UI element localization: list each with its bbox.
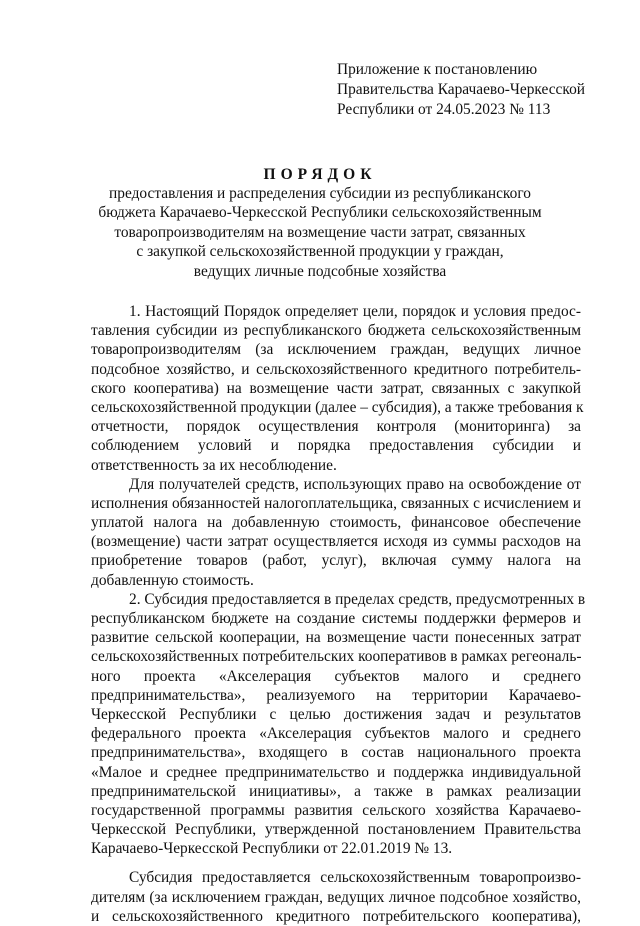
text-line: дителям (за исключением граждан, ведущих личное подсобное хозяйство,: [91, 888, 581, 906]
text-line: добавленную стоимость.: [91, 571, 254, 589]
subtitle-line: ведущих личные подсобные хозяйства: [193, 262, 447, 280]
document-subtitle: [0, 184, 640, 281]
attachment-line: Республики от 24.05.2023 № 113: [337, 101, 551, 118]
text-line: приобретение товаров (работ, услуг), включая сумму налога на: [91, 552, 581, 570]
text-line: «Малое и среднее предпринимательство и поддержка индивидуальной: [91, 763, 581, 781]
attachment-note: [337, 60, 585, 120]
document-title: ПОРЯДОК: [263, 166, 377, 183]
text-line: Черкесской Республики с целью достижения задач и результатов: [91, 705, 581, 723]
text-line: товаропроизводителям (за исключением граждан, ведущих личное: [91, 341, 581, 359]
text-line: сельскохозяйственной продукции (далее – субсидия), а также требования к: [91, 398, 584, 416]
document-body: [91, 302, 586, 926]
text-line: Карачаево-Черкесской Республики от 22.01.2019 № 13.: [91, 840, 453, 858]
text-line: Субсидия предоставляется сельскохозяйственным товаропроизво-: [129, 869, 581, 887]
text-line: и сельскохозяйственного кредитного потребительского кооператива),: [91, 907, 581, 925]
attachment-line: Правительства Карачаево-Черкесской: [337, 81, 586, 98]
text-line: исполнения обязанностей налогоплательщика, связанных с исчислением и: [91, 494, 581, 512]
subtitle-line: предоставления и распределения субсидии из республиканского: [109, 185, 531, 202]
text-line: федерального проекта «Акселерация субъектов малого и среднего: [91, 725, 581, 743]
text-line: Для получателей средств, использующих право на освобождение от: [129, 475, 581, 493]
text-line: уплатой налога на добавленную стоимость, финансовое обеспечение: [91, 514, 581, 532]
text-line: сельскохозяйственных потребительских кооперативов в рамках регеональ-: [91, 648, 582, 666]
text-line: соблюдением условий и порядка предоставления субсидии и: [91, 437, 581, 455]
text-line: предпринимательской инициативы», а также в рамках реализации: [91, 782, 581, 800]
text-line: государственной программы развития сельского хозяйства Карачаево-: [91, 801, 581, 819]
text-line: отчетности, порядок осуществления контроля (мониторинга) за: [91, 418, 581, 436]
subtitle-line: товаропроизводителям на возмещение части затрат, связанных: [114, 223, 526, 241]
text-line: 2. Субсидия предоставляется в пределах средств, предусмотренных в: [129, 590, 586, 608]
text-line: тавления субсидии из республиканского бюджета сельскохозяйственным: [91, 322, 581, 340]
subtitle-line: бюджета Карачаево-Черкесской Республики сельскохозяйственным: [98, 204, 542, 222]
text-line: (возмещение) части затрат осуществляется исходя из суммы расходов на: [91, 533, 581, 551]
text-line: подсобное хозяйство, и сельскохозяйственного кредитного потребитель-: [91, 360, 581, 378]
paragraph-2: [91, 475, 581, 590]
text-line: республиканском бюджете на создание системы поддержки фермеров и: [91, 610, 581, 627]
text-line: ного проекта «Акселерация субъектов малого и среднего: [91, 667, 581, 685]
subtitle-line: с закупкой сельскохозяйственной продукции у граждан,: [136, 243, 504, 261]
text-line: Черкесской Республики, утвержденной постановлением Правительства: [91, 821, 581, 839]
text-line: предпринимательства», реализуемого на территории Карачаево-: [91, 686, 581, 704]
text-line: предпринимательства», входящего в состав национального проекта: [91, 744, 581, 762]
paragraph-3: [91, 590, 586, 859]
text-line: ответственность за их несоблюдение.: [91, 456, 337, 474]
text-line: ского кооператива) на возмещение части затрат, связанных с закупкой: [91, 379, 581, 397]
paragraph-4: [91, 868, 581, 926]
text-line: 1. Настоящий Порядок определяет цели, порядок и условия предос-: [129, 303, 581, 320]
paragraph-1: [91, 302, 584, 475]
paragraph-gap: [91, 858, 581, 868]
text-line: развитие сельской кооперации, на возмещение части понесенных затрат: [91, 629, 581, 647]
attachment-line: Приложение к постановлению: [337, 61, 538, 78]
